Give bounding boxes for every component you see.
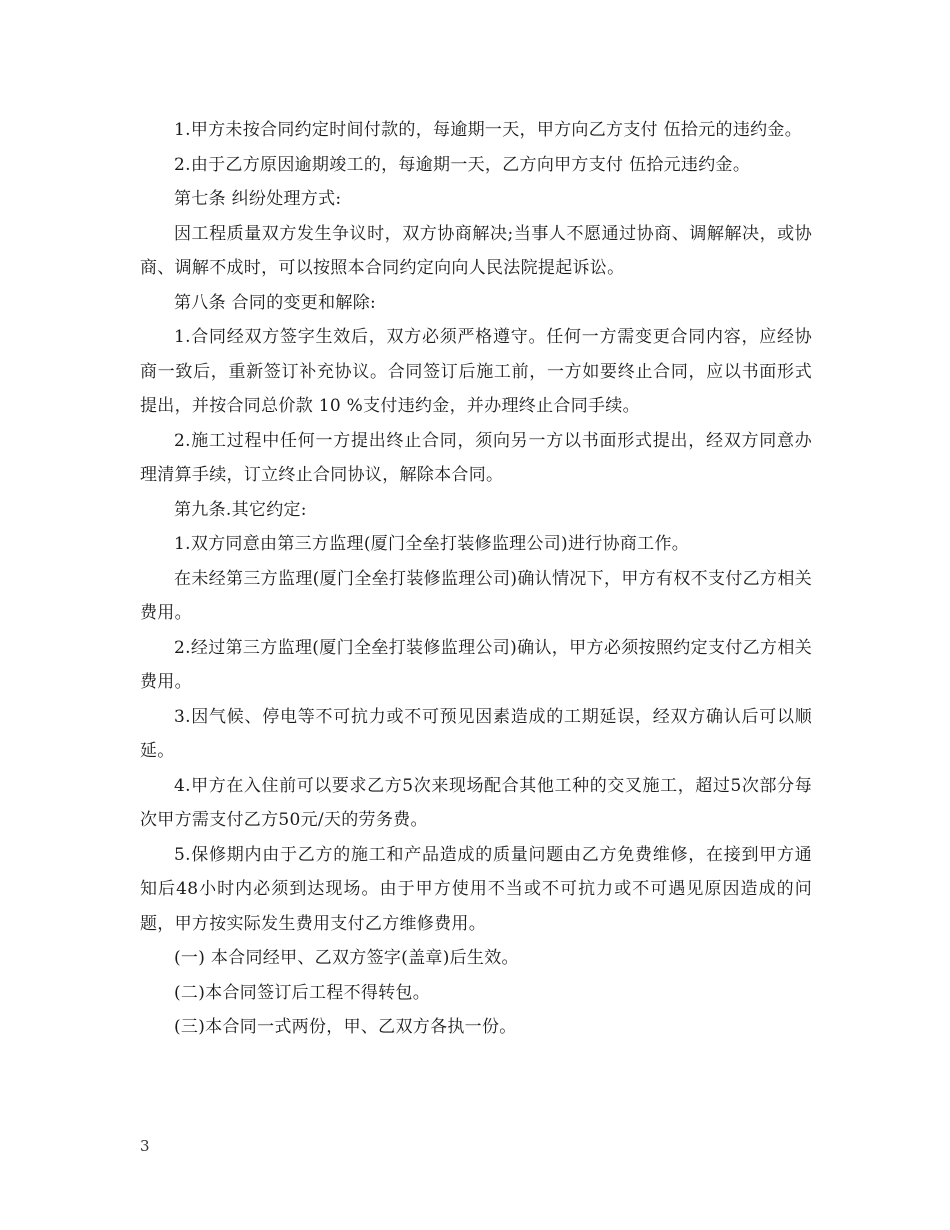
paragraph-14: (三)本合同一式两份，甲、乙双方各执一份。 [174, 1017, 517, 1037]
paragraph-11: 5.保修期内由于乙方的施工和产品造成的质量问题由乙方免费维修，在接到甲方通知后48小时内必须到达现场。由于甲方使用不当或不可抗力或不可遇见原因造成的问题，甲方按实际发生费用支付乙方维修费用。 [140, 844, 812, 934]
paragraph-4: 1.合同经双方签字生效后，双方必须严格遵守。任何一方需变更合同内容，应经协商一致后，重新签订补充协议。合同签订后施工前，一方如要终止合同，应以书面形式提出，并按合同总价款 10 %支付违约金，并办理终止合同手续。 [140, 327, 812, 416]
section-heading-article-7: 第七条 纠纷处理方式: [174, 189, 342, 209]
paragraph-3: 因工程质量双方发生争议时，双方协商解决;当事人不愿通过协商、调解解决，或协商、调解不成时，可以按照本合同约定向向人民法院提起诉讼。 [140, 223, 812, 278]
paragraph-10: 4.甲方在入住前可以要求乙方5次来现场配合其他工种的交叉施工，超过5次部分每次甲方需支付乙方50元/天的劳务费。 [140, 775, 812, 830]
section-heading-article-8: 第八条 合同的变更和解除: [174, 292, 377, 313]
paragraph-5: 2.施工过程中任何一方提出终止合同，须向另一方以书面形式提出，经双方同意办理清算手续，订立终止合同协议，解除本合同。 [140, 430, 812, 485]
document-body [140, 113, 812, 1045]
section-heading-article-9: 第九条.其它约定: [174, 499, 307, 520]
paragraph-9: 3.因气候、停电等不可抗力或不可预见因素造成的工期延误，经双方确认后可以顺延。 [140, 706, 812, 761]
paragraph-6: 1.双方同意由第三方监理(厦门全垒打装修监理公司)进行协商工作。 [174, 534, 690, 554]
page-number: 3 [140, 1137, 150, 1155]
paragraph-2: 2.由于乙方原因逾期竣工的，每逾期一天，乙方向甲方支付 伍拾元违约金。 [174, 154, 751, 175]
paragraph-8: 2.经过第三方监理(厦门全垒打装修监理公司)确认，甲方必须按照约定支付乙方相关费用。 [140, 637, 812, 692]
paragraph-12: (一) 本合同经甲、乙双方签字(盖章)后生效。 [174, 948, 519, 968]
paragraph-13: (二)本合同签订后工程不得转包。 [174, 982, 431, 1003]
paragraph-1: 1.甲方未按合同约定时间付款的，每逾期一天，甲方向乙方支付 伍拾元的违约金。 [174, 120, 803, 140]
paragraph-7: 在未经第三方监理(厦门全垒打装修监理公司)确认情况下，甲方有权不支付乙方相关费用。 [140, 568, 812, 623]
